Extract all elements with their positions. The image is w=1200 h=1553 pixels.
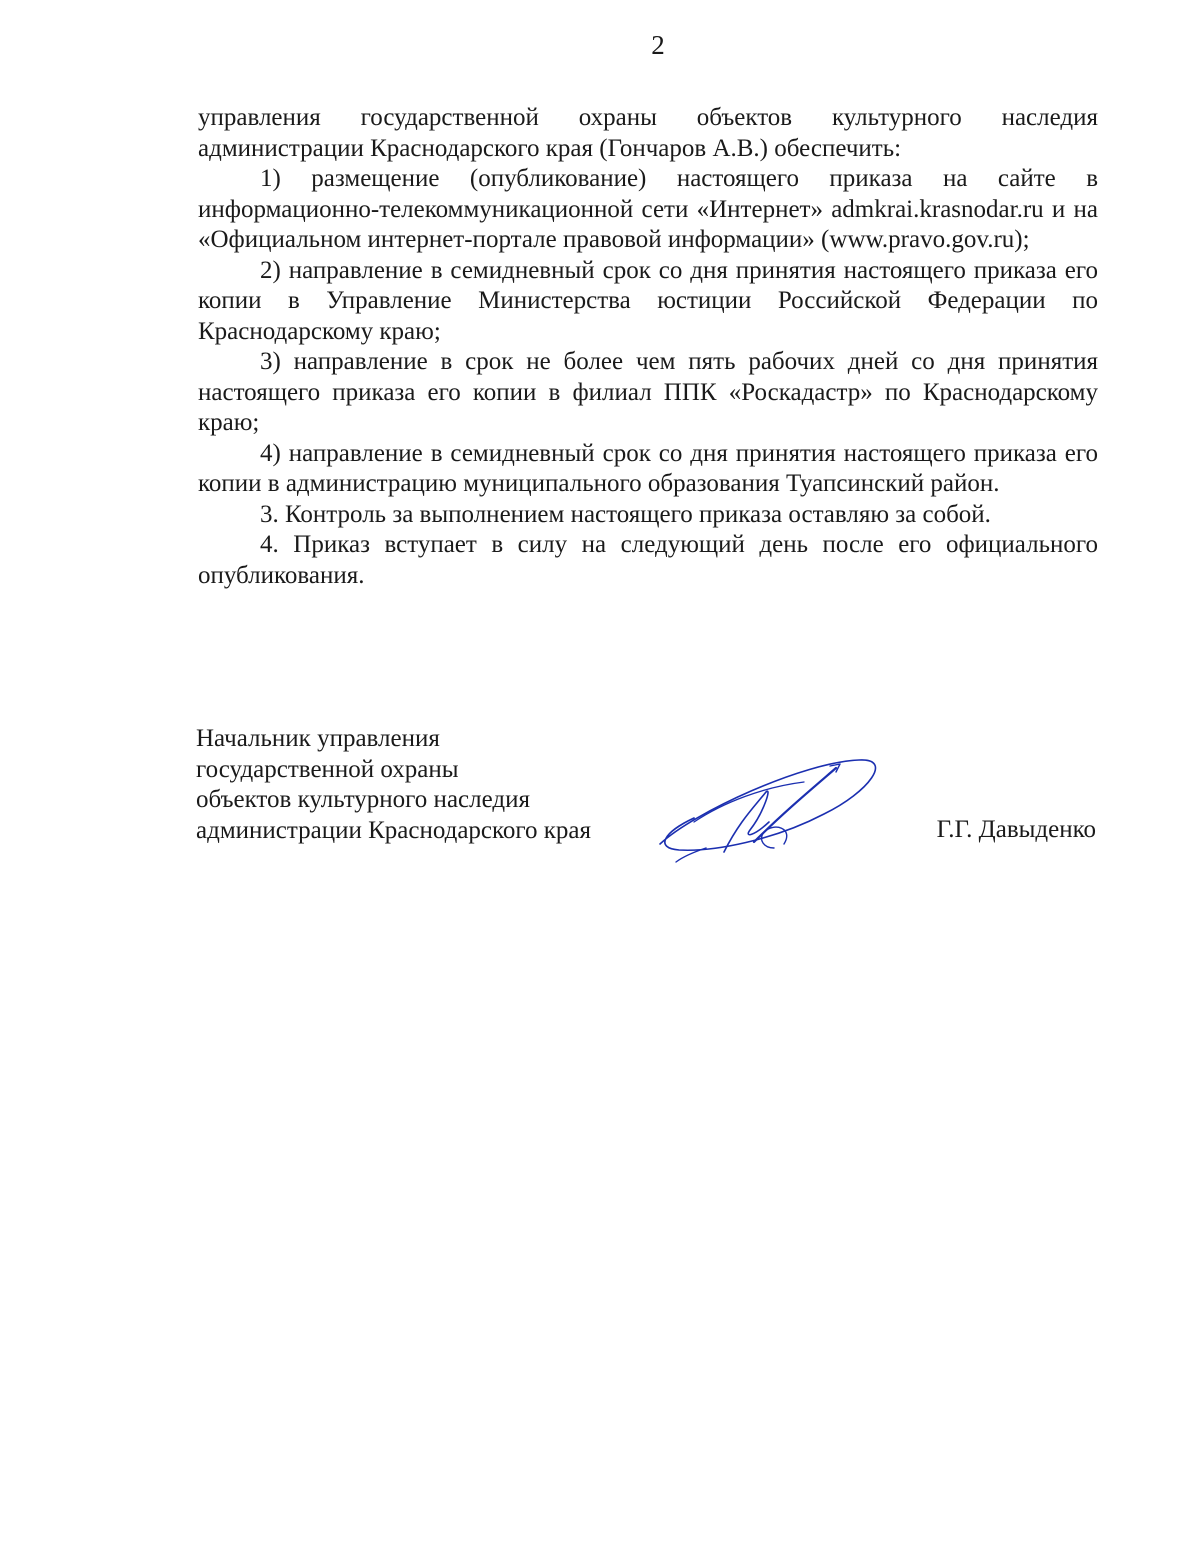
paragraph: 2) направление в семидневный срок со дня принятия настоящего приказа его копии в Управление Министерства юстиции Российской Федерации по Краснодарскому краю; — [198, 256, 1098, 345]
signatory-title-line: объектов культурного наследия — [196, 786, 530, 813]
paragraph: 3. Контроль за выполнением настоящего приказа оставляю за собой. — [260, 500, 991, 528]
signature-block — [196, 724, 1106, 874]
paragraph: 4) направление в семидневный срок со дня принятия настоящего приказа его копии в администрацию муниципального образования Туапсинский район. — [198, 439, 1098, 497]
page-number: 2 — [651, 30, 665, 60]
paragraph: 3) направление в срок не более чем пять рабочих дней со дня принятия настоящего приказа его копии в филиал ППК «Роскадастр» по Краснодарскому краю; — [198, 348, 1098, 436]
signatory-title-line: администрации Краснодарского края — [196, 816, 592, 844]
signatory-title-line: государственной охраны — [196, 755, 459, 783]
handwritten-signature — [654, 752, 884, 867]
paragraph: 1) размещение (опубликование) настоящего приказа на сайте в информационно-телекоммуникационной сети «Интернет» admkrai.krasnodar.ru и на «Официальном интернет-портале правовой информации» (www.pravo.gov.ru); — [198, 165, 1098, 253]
signatory-title — [196, 724, 591, 846]
document-body — [198, 103, 1098, 591]
paragraph: 4. Приказ вступает в силу на следующий день после его официального опубликования. — [198, 531, 1098, 589]
signatory-name: Г.Г. Давыденко — [936, 816, 1096, 843]
signatory-title-line: Начальник управления — [196, 725, 440, 752]
paragraph: управления государственной охраны объектов культурного наследия администрации Краснодарского края (Гончаров А.В.) обеспечить: — [198, 104, 1098, 162]
